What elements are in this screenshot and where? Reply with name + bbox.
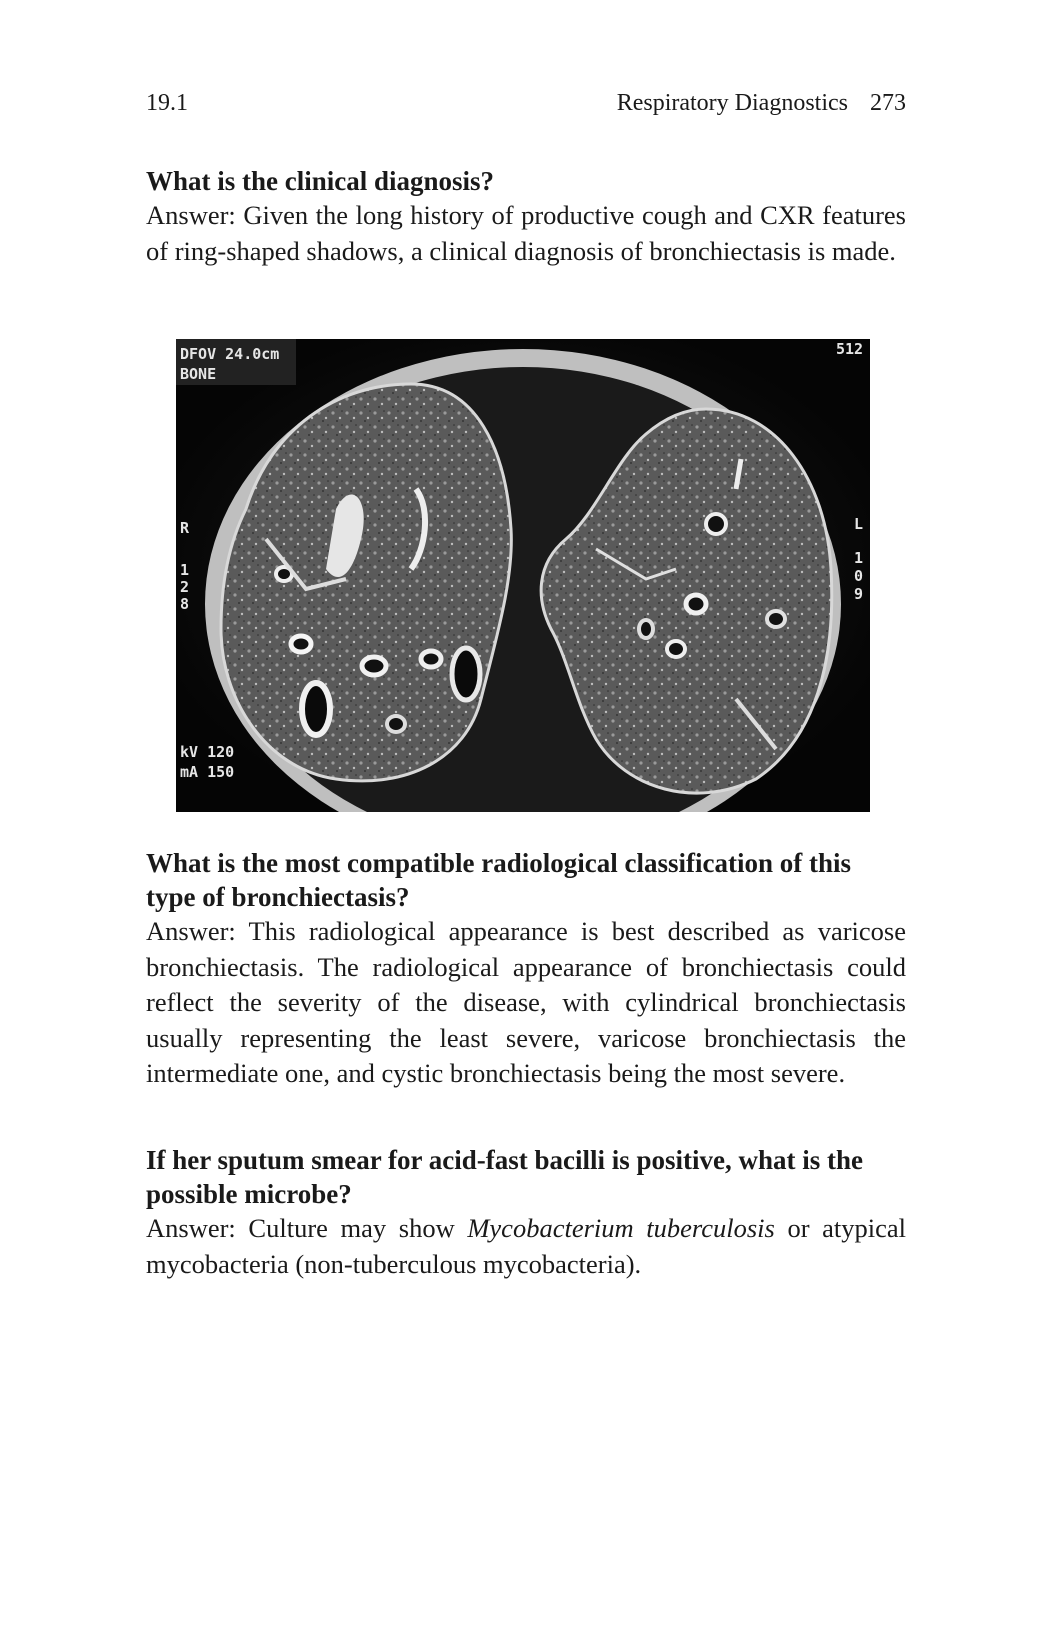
answer-text: Given the long history of productive cough and CXR features of ring-shaped shadows, a clinical diagnosis of bronchiectasis is made. bbox=[146, 200, 906, 266]
answer-2 bbox=[146, 914, 906, 1092]
running-head bbox=[146, 86, 906, 120]
question-1: What is the clinical diagnosis? bbox=[146, 166, 495, 196]
qa-block-3 bbox=[146, 1143, 906, 1282]
answer-text: or atypical mycobacteria (non-tuberculous mycobacteria). bbox=[146, 1213, 907, 1279]
answer-label: Answer: bbox=[146, 1213, 236, 1243]
chapter-title: Respiratory Diagnostics bbox=[616, 90, 848, 116]
ct-overlay-left-num: 1 bbox=[180, 561, 190, 579]
answer-text: This radiological appearance is best described as varicose bronchiectasis. The radiological appearance of bronchiectasis could reflect the severity of the disease, with cylindrical bronchiectasis usually representing the least severe, varicose bronchiectasis the intermediate one, and cystic bronchiectasis being the most severe. bbox=[146, 916, 906, 1088]
ct-overlay-ma: mA 150 bbox=[180, 763, 235, 781]
qa-block-1 bbox=[146, 164, 906, 269]
ct-overlay-window: BONE bbox=[180, 365, 217, 383]
ct-overlay-right-num: 9 bbox=[854, 585, 864, 603]
question-2: What is the most compatible radiological classification of this type of bronchiectasis? bbox=[146, 848, 851, 912]
page-number: 273 bbox=[870, 90, 906, 116]
answer-label: Answer: bbox=[146, 200, 236, 230]
ct-scan-figure bbox=[176, 339, 870, 812]
ct-overlay-side-left: L bbox=[854, 515, 864, 533]
ct-overlay-kv: kV 120 bbox=[180, 743, 235, 761]
running-head-right bbox=[617, 86, 906, 120]
ct-overlay-dfov: DFOV 24.0cm bbox=[180, 345, 280, 363]
ct-overlay-matrix: 512 bbox=[836, 340, 864, 358]
answer-1 bbox=[146, 198, 906, 269]
answer-3 bbox=[146, 1211, 906, 1282]
organism-name: Mycobacterium tuberculosis bbox=[467, 1213, 775, 1243]
ct-scan-image bbox=[176, 339, 870, 812]
ct-overlay-left-num: 8 bbox=[180, 595, 190, 613]
ct-overlay-side-right: R bbox=[180, 519, 190, 537]
ct-overlay-right-num: 1 bbox=[854, 549, 864, 567]
section-number: 19.1 bbox=[146, 90, 188, 116]
answer-text: Culture may show bbox=[248, 1213, 455, 1243]
ct-overlay-left-num: 2 bbox=[180, 578, 190, 596]
answer-label: Answer: bbox=[146, 916, 236, 946]
qa-block-2 bbox=[146, 846, 906, 1092]
ct-overlay-right-num: 0 bbox=[854, 567, 864, 585]
question-3: If her sputum smear for acid-fast bacilli is positive, what is the possible microbe? bbox=[146, 1145, 864, 1209]
